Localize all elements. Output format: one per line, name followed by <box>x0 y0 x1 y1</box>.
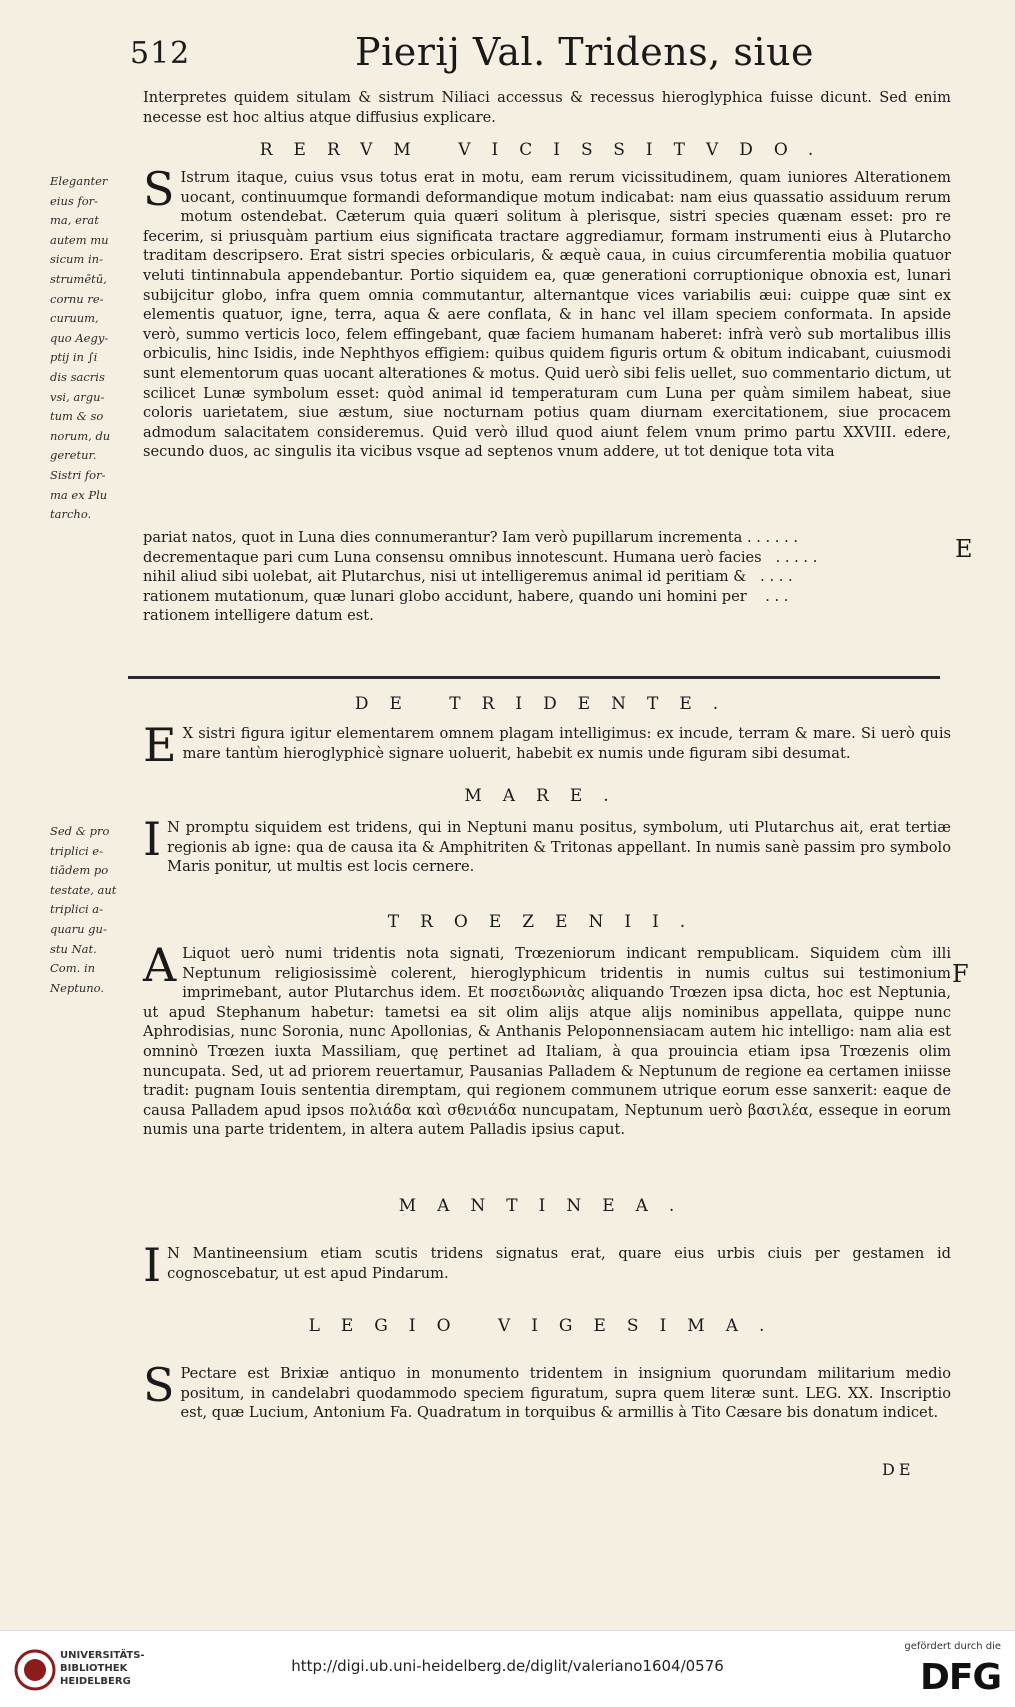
tail-line: nihil aliud sibi uolebat, ait Plutarchus, nisi ut intelligeremus animal id peritiam & . . . . <box>143 568 793 586</box>
section-heading-troezenii: TROEZENII. <box>387 912 707 932</box>
margin-note-sistrum: Eleganter eius for- ma, erat autem mu sicum in- strumētū, cornu re- curuum, quo Aegy- ptij in ∫i dis sacris vsi, argu- tum & so norum, du geretur. Sistri for- ma ex Plu tarcho. <box>50 174 111 522</box>
tail-line: decrementaque pari cum Luna consensu omnibus innotescunt. Humana uerò facies . . . . . <box>143 548 818 566</box>
section-heading-mare: MARE. <box>464 786 630 806</box>
library-name: UNIVERSITÄTS- BIBLIOTHEK HEIDELBERG <box>60 1650 145 1687</box>
dropcap: I <box>143 1238 162 1292</box>
dropcap: I <box>143 812 162 866</box>
troezenii-text: A Liquot uerò numi tridentis nota signati, Trœzeniorum indicant rempublicam. Siquidem cùm illi Neptunum religiosissimè colerent, hieroglyphicum tridentis in numis cultus sui testimonium imprimebant, autor Plutarchus idem. Et ποσειδωνιὰς aliquando Trœzen ipsa dicta, hoc est Neptunia, ut apud Stephanum habetur: tametsi ea sit olim alijs atque alijs nominibus appellata, quippe nunc Aphrodisias, nunc Soronia, nunc Apollonias, & Anthanis Peloponnensiacam autem hic intelligo: nam alia est omninò Trœzen iuxta Massiliam, quę pertinet ad Italiam, à qua prouincia etiam ipsa Trœzenis olim nuncupata. Sed, ut ad priorem reuertamur, Pausanias Palladem & Neptunum de regione ea certamen iniisse tradit: pugnam Iouis sententia diremptam, qui regionem communem utrique eorum esse sanxerit: eaque de causa Palladem apud ipsos πολιάδα καὶ σθενιάδα nuncupatam, Neptunum uerò βασιλέα, esseque in eorum numis una parte tridentem, in altera autem Palladis ipsius caput. <box>143 938 951 1139</box>
dropcap: A <box>143 938 177 992</box>
page-number: 512 <box>130 36 191 71</box>
dropcap: E <box>143 718 177 772</box>
dfg-logo: DFG <box>919 1657 1001 1698</box>
dropcap: S <box>143 162 175 216</box>
catchword: DE <box>882 1460 915 1479</box>
vicissitudo-text: S Istrum itaque, cuius vsus totus erat in motu, eam rerum vicissitudinem, quam iuniores Alterationem uocant, continuumque formandi deformandique motum indicabat: nam eius quassatio assiduum rerum motum ostendebat. Cæterum quia quæri solitum à plerisque, sistri species quænam esset: pro re fecerim, si priusquàm partium eius significata tractare aggrediamur, formam instrumenti eius à Plutarcho traditam descripsero. Erat sistri species orbicularis, & æquè caua, in cuius circumferentia mobilia quatuor veluti tintinnabula appendebantur. Portio siquidem ea, quæ generationi corruptionique obnoxia est, lunari subijcitur globo, infra quem omnia commutantur, alternantque vices variabilis æui: cuippe quæ sint ex elementis quatuor, igne, terra, aqua & aere conflata, & in hanc vel illam speciem conformata. In apside verò, summo verticis loco, felem effingebant, quæ faciem humanam haberet: infrà verò sub mortalibus illis orbiculis, hinc Isidis, inde Nephthyos effigiem: quibus quidem figuris ortum & obitum indicabant, cuiusmodi sunt elementorum quas uocant alterationes & motus. Quid uerò sibi felis uellet, suo commentario dictum, ut scilicet Lunæ symbolum esset: quòd animal id temperaturam cum Luna per quàm similem habeat, siue coloris uarietatem, siue æstum, siue nocturnam potius quam diurnam exercitationem, siue procacem admodum salacitatem consideremus. Quid verò illud quod aiunt felem vnum primo partu XXVIII. edere, secundo duos, ac singulis ita vicibus vsque ad septenos vnum addere, ut tot denique tota vita <box>143 162 951 461</box>
viewer-footer <box>0 1630 1015 1707</box>
page-header <box>130 30 950 80</box>
section-heading-tridente: DE TRIDENTE. <box>354 694 740 714</box>
margin-note-neptune: Sed & pro triplici e- tiādem po testate, aut triplici a- quaru gu- stu Nat. Com. in Neptuno. <box>50 824 117 995</box>
running-head: Pierij Val. Tridens, siue <box>355 30 815 74</box>
tridente-text: E X sistri figura igitur elementarem omnem plagam intelligimus: ex incude, terram & mare. Si uerò quis mare tantùm hieroglyphicè signare uoluerit, habebit ex numis unde figuram sibi desumat. <box>143 718 951 772</box>
signature-mark-e: E <box>955 535 973 563</box>
intro-paragraph: Interpretes quidem situlam & sistrum Niliaci accessus & recessus hieroglyphica fuisse dicunt. Sed enim necesse est hoc altius atque diffusius explicare. <box>143 89 951 126</box>
tail-line: rationem intelligere datum est. <box>143 607 374 625</box>
section-heading-mantinea: MANTINEA. <box>398 1196 696 1216</box>
mantinea-text: I N Mantineensium etiam scutis tridens signatus erat, quare eius urbis ciuis per gestamen id cognoscebatur, ut est apud Pindarum. <box>143 1238 951 1292</box>
tail-line: rationem mutationum, quæ lunari globo accidunt, habere, quando uni homini per . . . <box>143 587 789 605</box>
vicissitudo-tail <box>143 528 951 626</box>
signature-mark-f: F <box>952 960 969 988</box>
tail-line: pariat natos, quot in Luna dies connumerantur? Iam verò pupillarum incrementa . . . . . . <box>143 529 798 546</box>
dropcap: S <box>143 1358 175 1412</box>
funding-note: gefördert durch die <box>904 1641 1001 1652</box>
mare-text: I N promptu siquidem est tridens, qui in Neptuni manu positus, symbolum, uti Plutarchus ait, erat tertiæ regionis ab igne: qua de causa ita & Amphitriten & Tritonas appellant. In numis sanè passim pro symbolo Maris ponitur, ut multis est locis cernere. <box>143 812 951 876</box>
permalink-url[interactable]: http://digi.ub.uni-heidelberg.de/diglit/valeriano1604/0576 <box>291 1657 724 1675</box>
legio-text: S Pectare est Brixiæ antiquo in monumento tridentem in insignium quorundam militarium medio positum, in candelabri quodammodo speciem figuratum, supra quem literæ sunt. LEG. XX. Inscriptio est, quæ Lucium, Antonium Fa. Quadratum in torquibus & armillis à Tito Cæsare bis donatum indicet. <box>143 1358 951 1422</box>
section-rule <box>128 676 940 679</box>
section-heading-legio: LEGIO VIGESIMA. <box>308 1316 786 1336</box>
section-heading-vicissitudo: RERVM VICISSITVDO. <box>259 140 835 160</box>
